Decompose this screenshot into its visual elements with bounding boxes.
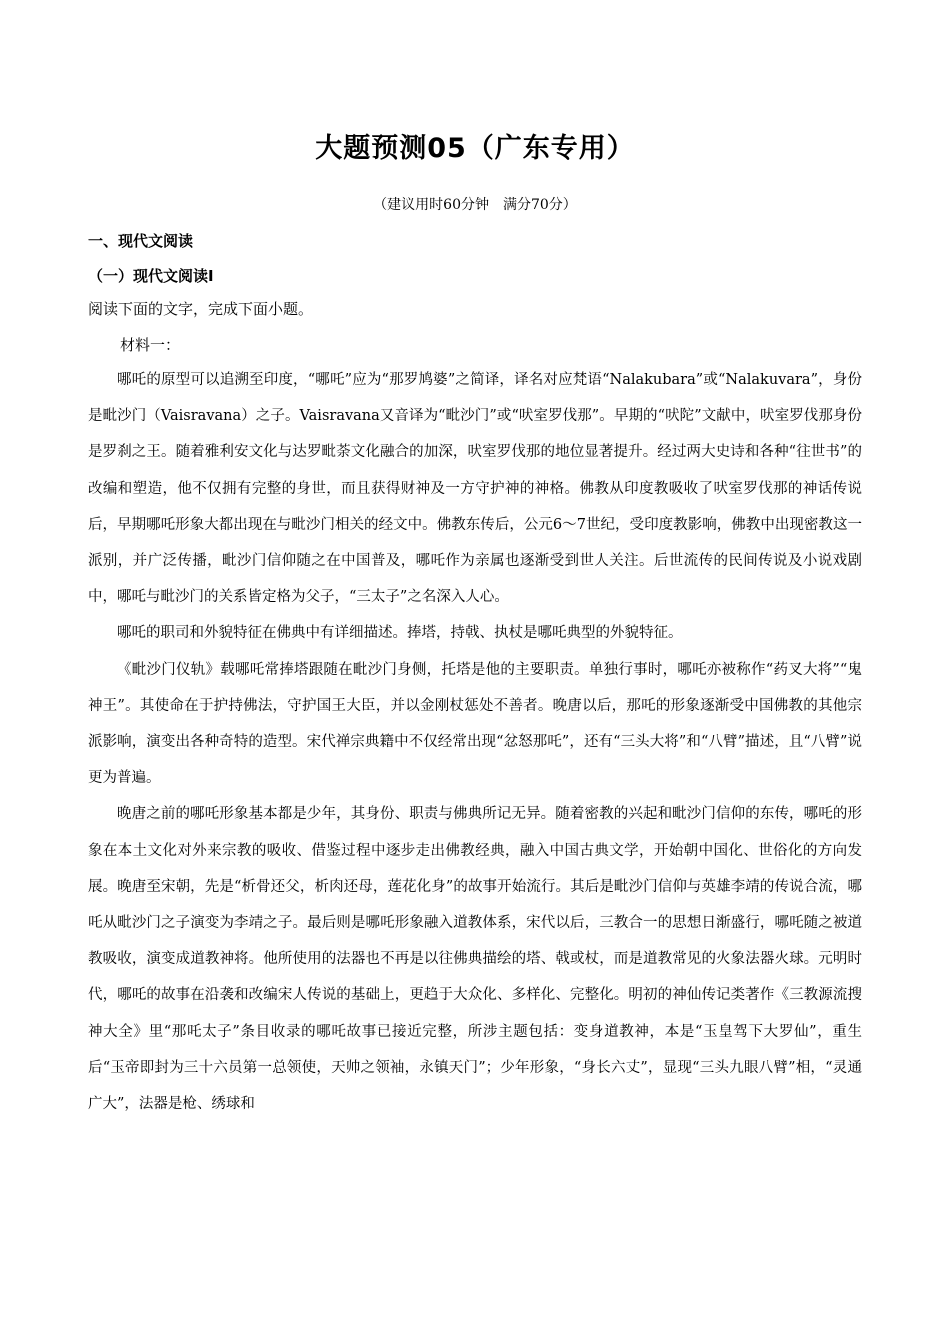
paragraph: 《毗沙门仪轨》载哪吒常捧塔跟随在毗沙门身侧，托塔是他的主要职责。单独行事时，哪吒亦被称作“药叉大将”“鬼神王”。其使命在于护持佛法，守护国王大臣，并以金刚杖惩处不善者。晚唐以后，那吒的形象逐渐受中国佛教的其他宗派影响，演变出各种奇特的造型。宋代禅宗典籍中不仅经常出现“忿怒那吒”，还有“三头大将”和“八臂”描述，且“八臂”说更为普遍。 (88, 661, 862, 787)
instruction-text: 阅读下面的文字，完成下面小题。 (88, 300, 314, 318)
section-heading: 一、现代文阅读 (88, 232, 194, 250)
document-title: 大题预测05（广东专用） (315, 133, 635, 164)
material-label: 材料一： (120, 336, 181, 354)
paragraph: 哪吒的原型可以追溯至印度，“哪吒”应为“那罗鸠婆”之简译，译名对应梵语“Nalakubara”或“Nalakuvara”，身份是毗沙门（Vaisravana）之子。Vaisravana又音译为“毗沙门”或“吠室罗伐那”。早期的“吠陀”文献中，吠室罗伐那身份是罗刹之王。随着雅利安文化与达罗毗荼文化融合的加深，吠室罗伐那的地位显著提升。经过两大史诗和各种“往世书”的改编和塑造，他不仅拥有完整的身世，而且获得财神及一方守护神的神格。佛教从印度教吸收了吠室罗伐那的神话传说后，早期哪吒形象大都出现在与毗沙门相关的经文中。佛教东传后，公元6～7世纪，受印度教影响，佛教中出现密教这一派别，并广泛传播，毗沙门信仰随之在中国普及，哪吒作为亲属也逐渐受到世人关注。后世流传的民间传说及小说戏剧中，哪吒与毗沙门的关系皆定格为父子，“三太子”之名深入人心。 (88, 372, 862, 606)
paragraph: 哪吒的职司和外貌特征在佛典中有详细描述。捧塔，持戟、执杖是哪吒典型的外貌特征。 (117, 625, 683, 642)
paragraph: 晚唐之前的哪吒形象基本都是少年，其身份、职责与佛典所记无异。随着密教的兴起和毗沙门信仰的东传，哪吒的形象在本土文化对外来宗教的吸收、借鉴过程中逐步走出佛教经典，融入中国古典文学，开始朝中国化、世俗化的方向发展。晚唐至宋朝，先是“析骨还父，析肉还母，莲花化身”的故事开始流行。其后是毗沙门信仰与英雄李靖的传说合流，哪吒从毗沙门之子演变为李靖之子。最后则是哪吒形象融入道教体系，宋代以后，三教合一的思想日渐盛行，哪吒随之被道教吸收，演变成道教神将。他所使用的法器也不再是以往佛典描绘的塔、戟或杖，而是道教常见的火象法器火球。元明时代，哪吒的故事在沿袭和改编宋人传说的基础上，更趋于大众化、多样化、完整化。明初的神仙传记类著作《三教源流搜神大全》里“那吒太子”条目收录的哪吒故事已接近完整，所涉主题包括：变身道教神，本是“玉皇驾下大罗仙”，重生后“玉帝即封为三十六员第一总领使，天帅之领袖，永镇天门”；少年形象，“身长六丈”，显现“三头九眼八臂”相，“灵通广大”，法器是枪、绣球和 (88, 806, 862, 1113)
subsection-heading: （一）现代文阅读Ⅰ (88, 267, 214, 285)
document-subtitle: （建议用时60分钟 满分70分） (373, 197, 577, 213)
passage-body (88, 362, 862, 1122)
